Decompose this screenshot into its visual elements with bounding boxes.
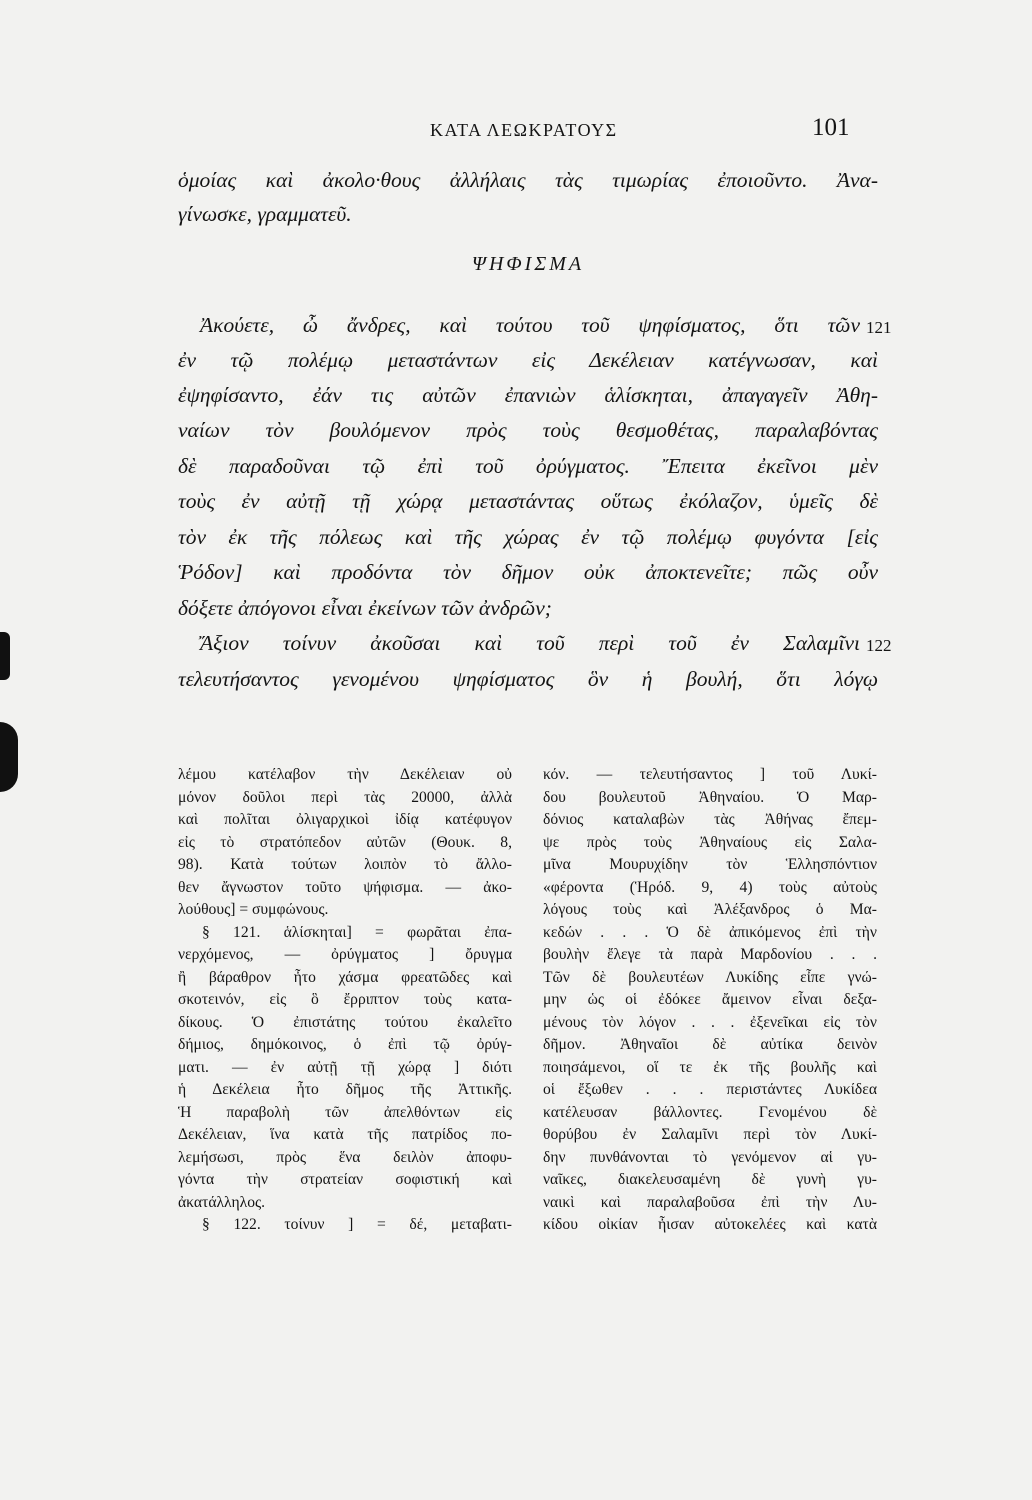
note-line: κεδών . . . Ὁ δὲ ἀπικόμενος ἐπὶ τὴν bbox=[543, 923, 877, 941]
note-line: λέμου κατέλαβον τὴν Δεκέλειαν οὐ bbox=[178, 766, 512, 783]
note-line: δήμιος, δημόκοινος, ὁ ἐπὶ τῷ ὀρύγ- bbox=[178, 1036, 512, 1053]
note-line: ναῖκες, διακελευσαμένη δὲ γυνὴ γυ- bbox=[543, 1171, 877, 1188]
note-line: ματι. — ἐν αὐτῇ τῇ χώρᾳ ] διότι bbox=[178, 1058, 512, 1076]
note-line: εἰς τὸ στρατόπεδον αὐτῶν (Θουκ. 8, bbox=[178, 833, 512, 851]
running-head: ΚΑΤΑ ΛΕΩΚΡΑΤΟΥΣ bbox=[430, 120, 618, 140]
note-line: δίκους. Ὁ ἐπιστάτης τούτου ἐκαλεῖτο bbox=[178, 1013, 512, 1031]
note-line: λόγους τοὺς καὶ Ἀλέξανδρος ὁ Μα- bbox=[543, 901, 877, 918]
text-line: Ῥόδον] καὶ προδόντα τὸν δῆμον οὐκ ἀποκτενεῖτε; πῶς οὖν bbox=[178, 560, 878, 584]
note-line: Τῶν δὲ βουλευτέων Λυκίδης εἶπε γνώ- bbox=[543, 968, 877, 986]
note-line: δόνιος καταλαβὼν τὰς Ἀθήνας ἔπεμ- bbox=[543, 811, 877, 828]
note-line: ψε πρὸς τοὺς Ἀθηναίους εἰς Σαλα- bbox=[543, 833, 877, 851]
note-line: Δεκέλειαν, ἵνα κατὰ τῆς πατρίδος πο- bbox=[178, 1126, 512, 1143]
note-line: μόνον δοῦλοι περὶ τὰς 20000, ἀλλὰ bbox=[178, 788, 512, 806]
page-edge-mark-top bbox=[0, 632, 10, 680]
note-line: Ἡ παραβολὴ τῶν ἀπελθόντων εἰς bbox=[178, 1103, 512, 1121]
note-line: ἢ βάραθρον ἦτο χάσμα φρεατῶδες καὶ bbox=[178, 968, 512, 986]
section-number-121: 121 bbox=[866, 318, 892, 337]
note-line: μῖνα Μουρυχίδην τὸν Ἑλλησπόντιον bbox=[543, 856, 877, 873]
text-line: ναίων τὸν βουλόμενον πρὸς τοὺς θεσμοθέτας, παραλαβόντας bbox=[178, 418, 878, 442]
note-line: κόν. — τελευτήσαντος ] τοῦ Λυκί- bbox=[543, 766, 877, 783]
note-line: δην πυνθάνονται τὸ γενόμενον αἱ γυ- bbox=[543, 1148, 877, 1166]
note-line: ἡ Δεκέλεια ἦτο δῆμος τῆς Ἀττικῆς. bbox=[178, 1081, 512, 1098]
text-line: ἐψηφίσαντο, ἐάν τις αὐτῶν ἐπανιὼν ἁλίσκηται, ἀπαγαγεῖν Ἀθη- bbox=[178, 383, 878, 407]
note-line: νερχόμενος, — ὀρύγματος ] ὄρυγμα bbox=[178, 946, 512, 963]
page-number: 101 bbox=[812, 114, 850, 141]
note-line: θεν ἄγνωστον τοῦτο ψήφισμα. — ἀκο- bbox=[178, 878, 512, 896]
section-number-122: 122 bbox=[866, 636, 892, 655]
text-line: τὸν ἐκ τῆς πόλεως καὶ τῆς χώρας ἐν τῷ πολέμῳ φυγόντα [εἰς bbox=[178, 525, 878, 549]
note-line: ποιησάμενοι, οἵ τε ἐκ τῆς βουλῆς καὶ bbox=[543, 1058, 877, 1076]
note-line: δου βουλευτοῦ Ἀθηναίου. Ὁ Μαρ- bbox=[543, 788, 877, 806]
decree-title: ΨΗΦΙΣΜΑ bbox=[471, 253, 585, 275]
note-line: σκοτεινόν, εἰς ὃ ἔρριπτον τοὺς κατα- bbox=[178, 991, 512, 1008]
note-line: 98). Κατὰ τούτων λοιπὸν τὸ ἄλλο- bbox=[178, 856, 512, 873]
note-line: οἱ ἔξωθεν . . . περιστάντες Λυκίδεα bbox=[543, 1081, 877, 1098]
text-line: Ἀκούετε, ὦ ἄνδρες, καὶ τούτου τοῦ ψηφίσματος, ὅτι τῶν bbox=[200, 313, 860, 337]
note-line: § 121. ἁλίσκηται] = φωρᾶται ἐπα- bbox=[202, 923, 512, 941]
note-line: δῆμον. Ἀθηναῖοι δὲ αὐτίκα δεινὸν bbox=[543, 1036, 877, 1053]
text-line: τοὺς ἐν αὐτῇ τῇ χώρᾳ μεταστάντας οὕτως ἐκόλαζον, ὑμεῖς δὲ bbox=[178, 489, 878, 513]
note-line: ναικὶ καὶ παραλαβοῦσα ἐπὶ τὴν Λυ- bbox=[543, 1193, 877, 1211]
text-line: ἐν τῷ πολέμῳ μεταστάντων εἰς Δεκέλειαν κατέγνωσαν, καὶ bbox=[178, 348, 878, 372]
page-edge-mark-bottom bbox=[0, 722, 18, 792]
text-line: Ἄξιον τοίνυν ἀκοῦσαι καὶ τοῦ περὶ τοῦ ἐν Σαλαμῖνι bbox=[200, 631, 860, 655]
note-line: «φέροντα (Ἡρόδ. 9, 4) τοὺς αὐτοὺς bbox=[543, 878, 877, 896]
note-line: λεμήσωσι, πρὸς ἕνα δειλὸν ἀποφυ- bbox=[178, 1148, 512, 1166]
note-line: ἀκατάλληλος. bbox=[178, 1193, 266, 1211]
text-line: γίνωσκε, γραμματεῦ. bbox=[178, 202, 352, 226]
note-line: καὶ πολῖται ὀλιγαρχικοὶ ἰδίᾳ κατέφυγον bbox=[178, 811, 512, 828]
note-line: μην ὡς οἱ ἐδόκεε ἄμεινον εἶναι δεξα- bbox=[543, 991, 877, 1008]
note-line: θορύβου ἐν Σαλαμῖνι περὶ τὸν Λυκί- bbox=[543, 1126, 877, 1143]
note-line: § 122. τοίνυν ] = δέ, μεταβατι- bbox=[202, 1216, 512, 1233]
note-line: μένους τὸν λόγον . . . ἐξενεῖκαι εἰς τὸν bbox=[543, 1013, 877, 1031]
note-line: βουλὴν ἔλεγε τὰ παρὰ Μαρδονίου . . . bbox=[543, 946, 877, 963]
text-line: τελευτήσαντος γενομένου ψηφίσματος ὃν ἡ βουλή, ὅτι λόγῳ bbox=[178, 667, 878, 691]
note-line: γόντα τὴν στρατείαν σοφιστική καὶ bbox=[178, 1171, 512, 1188]
text-line: δόξετε ἀπόγονοι εἶναι ἐκείνων τῶν ἀνδρῶν; bbox=[178, 596, 552, 620]
note-line: λούθους] = συμφώνους. bbox=[178, 901, 329, 918]
note-line: κίδου οἰκίαν ἦισαν αὐτοκελέες καὶ κατὰ bbox=[543, 1216, 877, 1233]
note-line: κατέλευσαν βάλλοντες. Γενομένου δὲ bbox=[543, 1103, 877, 1121]
text-line: ὁμοίας καὶ ἀκολο·θους ἀλλήλαις τὰς τιμωρίας ἐποιοῦντο. Ἀνα- bbox=[178, 168, 878, 192]
text-line: δὲ παραδοῦναι τῷ ἐπὶ τοῦ ὀρύγματος. Ἔπειτα ἐκεῖνοι μὲν bbox=[178, 454, 878, 478]
